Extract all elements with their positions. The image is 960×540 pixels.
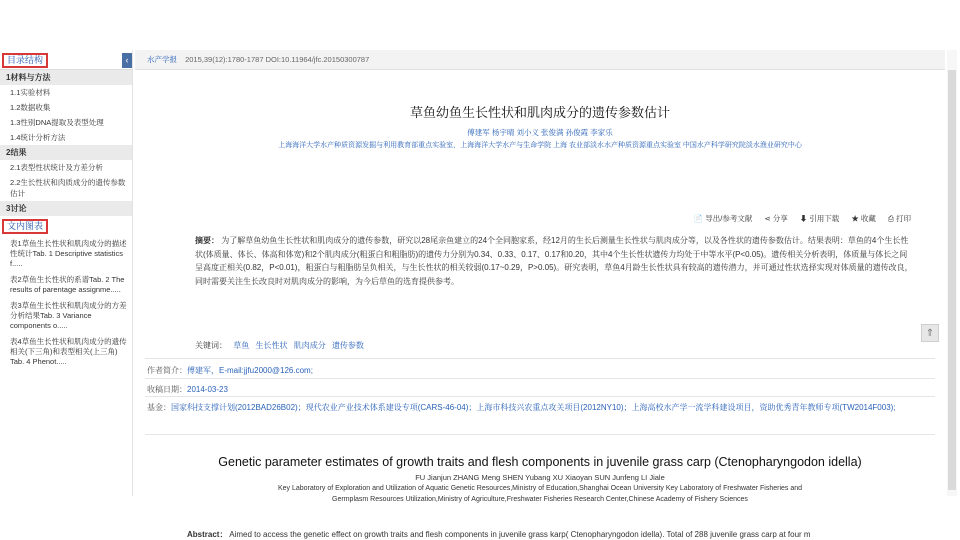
divider	[145, 434, 935, 435]
toc-item[interactable]: 1.1实验材料	[10, 88, 51, 97]
funding-info: 基金：国家科技支撑计划(2012BAD26B02)；现代农业产业技术体系建设专项(CARS-46-04)；上海市科技兴农重点攻关项目(2012NY10)；上海高校水产学一流学科建设项目，资助优秀青年教师专项(TW2014F003);	[147, 403, 896, 412]
authors-cn[interactable]: 傅建军 杨宇晴 刘小义 张俊满 孙俊霞 李家乐	[467, 128, 613, 137]
journal-link[interactable]: 水产学报	[147, 55, 177, 64]
toc-header	[0, 50, 132, 70]
citation-bar	[135, 50, 945, 70]
toc-item[interactable]: 1.3性别DNA提取及表型处理	[10, 118, 104, 127]
article-view	[135, 50, 945, 539]
favorite-button[interactable]: ★ 收藏	[851, 214, 876, 223]
keyword-link[interactable]: 生长性状	[255, 341, 288, 350]
scrollbar-thumb[interactable]	[948, 70, 956, 490]
share-button[interactable]: ⋖ 分享	[764, 214, 788, 223]
cite-download-button[interactable]: ⬇ 引用下载	[799, 214, 840, 223]
received-date: 收稿日期：2014-03-23	[147, 385, 228, 394]
toc-item[interactable]: 1.4统计分析方法	[10, 133, 66, 142]
abstract-en	[187, 529, 947, 540]
print-button[interactable]: ⎙ 打印	[887, 214, 911, 223]
authors-en: FU Jianjun ZHANG Meng SHEN Yubang XU Xiaoyan SUN Junfeng LI Jiale	[415, 473, 665, 482]
back-to-top-button[interactable]: ⇑	[921, 324, 939, 342]
keywords-row	[195, 340, 364, 351]
toc-section-2[interactable]: 2结果	[0, 145, 132, 160]
divider	[145, 358, 935, 359]
author-info: 作者简介：傅建军，E-mail:jjfu2000@126.com;	[147, 366, 313, 375]
vertical-scrollbar[interactable]	[947, 50, 957, 496]
article-title-cn: 草鱼幼鱼生长性状和肌肉成分的遗传参数估计	[409, 105, 670, 120]
figure-link[interactable]: 表4草鱼生长性状和肌肉成分的遗传相关(下三角)和表型相关(上三角) Tab. 4 Phenot.....	[10, 337, 127, 366]
toc-item[interactable]: 2.2生长性状和肉质成分的遗传参数估计	[10, 178, 126, 198]
abstract-en-label: Abstract：	[187, 530, 228, 539]
article-title-en: Genetic parameter estimates of growth traits and flesh components in juvenile grass carp (Ctenopharyngodon idella)	[218, 455, 862, 469]
article-actions	[694, 213, 911, 224]
citation-text: 2015,39(12):1780-1787 DOI:10.11964/jfc.20150300787	[185, 55, 370, 64]
keyword-link[interactable]: 遗传参数	[331, 341, 364, 350]
toc-sidebar	[0, 50, 133, 496]
toc-tab[interactable]: 目录结构	[2, 53, 48, 68]
abstract-label: 摘要：	[195, 236, 219, 245]
toc-item[interactable]: 2.1表型性状统计及方差分析	[10, 163, 103, 172]
toc-section-1[interactable]: 1材料与方法	[0, 70, 132, 85]
figure-link[interactable]: 表1草鱼生长性状和肌肉成分的描述性统计Tab. 1 Descriptive statistics f.....	[10, 239, 127, 268]
keyword-link[interactable]: 草鱼	[233, 341, 250, 350]
keyword-link[interactable]: 肌肉成分	[293, 341, 326, 350]
divider	[145, 396, 935, 397]
figures-tab[interactable]: 文内图表	[2, 219, 48, 234]
abstract-text: 为了解草鱼幼鱼生长性状和肌肉成分的遗传参数，研究以28尾亲鱼建立的24个全同胞家系，经12月的生长后测量生长性状与肌肉成分等，以及各性状的遗传参数估计。结果表明：草鱼的4个生长性状(体质量、体长、体高和体宽)和2个肌肉成分(粗蛋白和粗脂肪)的遗传力分别为0.34、0.33、0.17、0.17和0.20，其中4个生长性状遗传力均处于中等水平(P<0.05)。遗传相关分析表明，体质量与体长之间呈高度正相关(0.82，P<0.01)，粗蛋白与粗脂肪呈负相关，与生长性状的相关较弱(0.17~0.29，P>0.05)。研究表明，草鱼4月龄生长性状具有较高的遗传潜力，并可通过性状选择实现对体质量的遗传改良，同时需要关注生长改良时对肌肉成分的影响，为今后草鱼的选育提供参考。	[195, 236, 913, 286]
affiliation-cn[interactable]: 上海海洋大学水产种质资源发掘与利用教育部重点实验室，上海海洋大学水产与生命学院 上海 农业部淡水水产种质资源重点实验室 中国水产科学研究院淡水渔业研究中心	[278, 142, 802, 149]
toc-section-3[interactable]: 3讨论	[0, 201, 132, 216]
keywords-label: 关键词：	[195, 341, 227, 350]
abstract-cn	[195, 234, 915, 288]
figure-link[interactable]: 表2草鱼生长性状的系谱Tab. 2 The results of parentage assignme.....	[10, 275, 125, 294]
toc-item[interactable]: 1.2数据收集	[10, 103, 51, 112]
affiliation-en: Key Laboratory of Exploration and Utilization of Aquatic Genetic Resources,Ministry of Education,Shanghai Ocean University Key Laboratory of Freshwater Fisheries and Germplasm Resources Utilization,Ministry of Agriculture,Freshwater Fisheries Research Center,Chinese Academy of Fishery Sciences	[277, 485, 803, 503]
collapse-sidebar-button[interactable]: ‹	[122, 53, 132, 68]
divider	[145, 378, 935, 379]
abstract-en-text: Aimed to access the genetic effect on growth traits and flesh components in juvenile grass karp( Ctenopharyngodon idella). Total of 288 juvenile grass carp at four m	[229, 530, 811, 539]
export-citation-button[interactable]: 📄 导出/参考文献	[693, 214, 753, 223]
figure-link[interactable]: 表3草鱼生长性状和肌肉成分的方差分析结果Tab. 3 Variance components o.....	[10, 301, 127, 330]
